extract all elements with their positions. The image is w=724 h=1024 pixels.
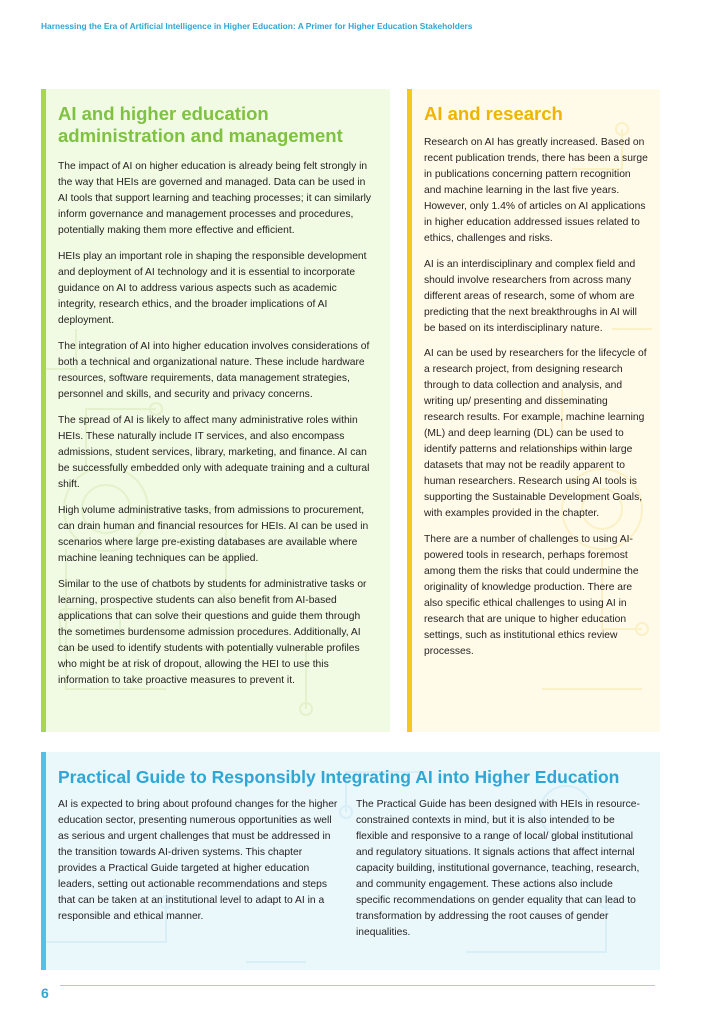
admin-paragraph-2: HEIs play an important role in shaping the responsible development and deployment of AI technology and it is essential to incorporate guidance on AI to address various aspects such as academic integrity, research ethics, and the broader implications of AI deployment.	[58, 251, 367, 326]
admin-management-box	[41, 89, 390, 732]
admin-paragraph-3: The integration of AI into higher education involves considerations of both a technical and organizational nature. These include hardware resources, software requirements, data management strategies, personnel and skills, and security and privacy concerns.	[58, 341, 370, 400]
guide-column-1: AI is expected to bring about profound changes for the higher education sector, presenting numerous opportunities as well as serious and urgent challenges that must be addressed in the transition towards AI-driven systems. This chapter provides a Practical Guide targeted at higher education leaders, setting out actionable recommendations and steps that can be taken at an institutional level to adapt to AI in a responsible and ethical manner.	[58, 799, 338, 922]
admin-paragraph-4: The spread of AI is likely to affect many administrative roles within HEIs. These naturally include IT services, and also encompass admissions, student services, library, marketing, and finance. AI can be successfully embedded only with adequate training and a cultural shift.	[58, 415, 370, 490]
page-number: 6	[41, 985, 49, 1001]
admin-paragraph-1: The impact of AI on higher education is already being felt strongly in the way that HEIs are governed and managed. Data can be used in AI tools that support learning and teaching processes; it can similarly inform governance and management processes and procedures, potentially making them more effective and efficient.	[58, 161, 372, 236]
research-paragraph-1: Research on AI has greatly increased. Based on recent publication trends, there has been a surge in publications concerning pattern recognition and machine learning in the last five years. However, only 1.4% of articles on AI applications in higher education addressed issues related to ethics, challenges and risks.	[424, 137, 648, 244]
guide-box-title: Practical Guide to Responsibly Integrating AI into Higher Education	[58, 767, 620, 787]
research-box	[407, 89, 660, 732]
research-paragraph-3: AI can be used by researchers for the lifecycle of a research project, from designing research through to data collection and analysis, and writing up/ presenting and disseminating research results. For example, machine learning (ML) and deep learning (DL) can be used to identify patterns and relationships within large datasets that may not be readily apparent to human researchers. Research using AI tools is supporting the Sustainable Development Goals, with examples provided in the chapter.	[424, 348, 647, 519]
admin-box-title: AI and higher education administration and management	[58, 103, 343, 146]
research-paragraph-2: AI is an interdisciplinary and complex field and should involve researchers from across many different areas of research, some of whom are predicting that the next breakthroughs in AI will be based on its interdisciplinary nature.	[424, 258, 637, 334]
footer-divider	[60, 985, 655, 986]
admin-paragraph-5: High volume administrative tasks, from admissions to procurement, can drain human and financial resources for HEIs. AI can be used in scenarios where large pre-existing databases are available where machine leaning techniques can be applied.	[58, 505, 369, 564]
research-box-title: AI and research	[424, 103, 563, 124]
guide-column-2: The Practical Guide has been designed with HEIs in resource-constrained contexts in mind, but it is also intended to be flexible and responsive to a range of local/ global institutional and regulatory situations. It signals actions that affect internal capacity building, institutional governance, teaching, research, and community engagement. These actions also include specific recommendations on gender equality that can lead to transformation by addressing the root causes of gender inequalities.	[356, 799, 640, 938]
running-header: Harnessing the Era of Artificial Intelligence in Higher Education: A Primer for Higher Education Stakeholders	[41, 21, 473, 31]
research-paragraph-4: There are a number of challenges to using AI-powered tools in research, perhaps foremost among them the risks that could undermine the originality of knowledge production. There are also specific ethical challenges to using AI in research that are unique to higher education settings, such as institutional ethics review processes.	[424, 533, 639, 657]
practical-guide-box	[41, 752, 660, 970]
admin-paragraph-6: Similar to the use of chatbots by students for administrative tasks or learning, prospective students can also benefit from AI-based applications that can solve their questions and guide them through the sometimes burdensome admission procedures. Additionally, AI can be used to identify students with potentially vulnerable profiles who might be at risk of dropout, allowing the HEI to use this information to take proactive measures to prevent it.	[58, 579, 367, 686]
